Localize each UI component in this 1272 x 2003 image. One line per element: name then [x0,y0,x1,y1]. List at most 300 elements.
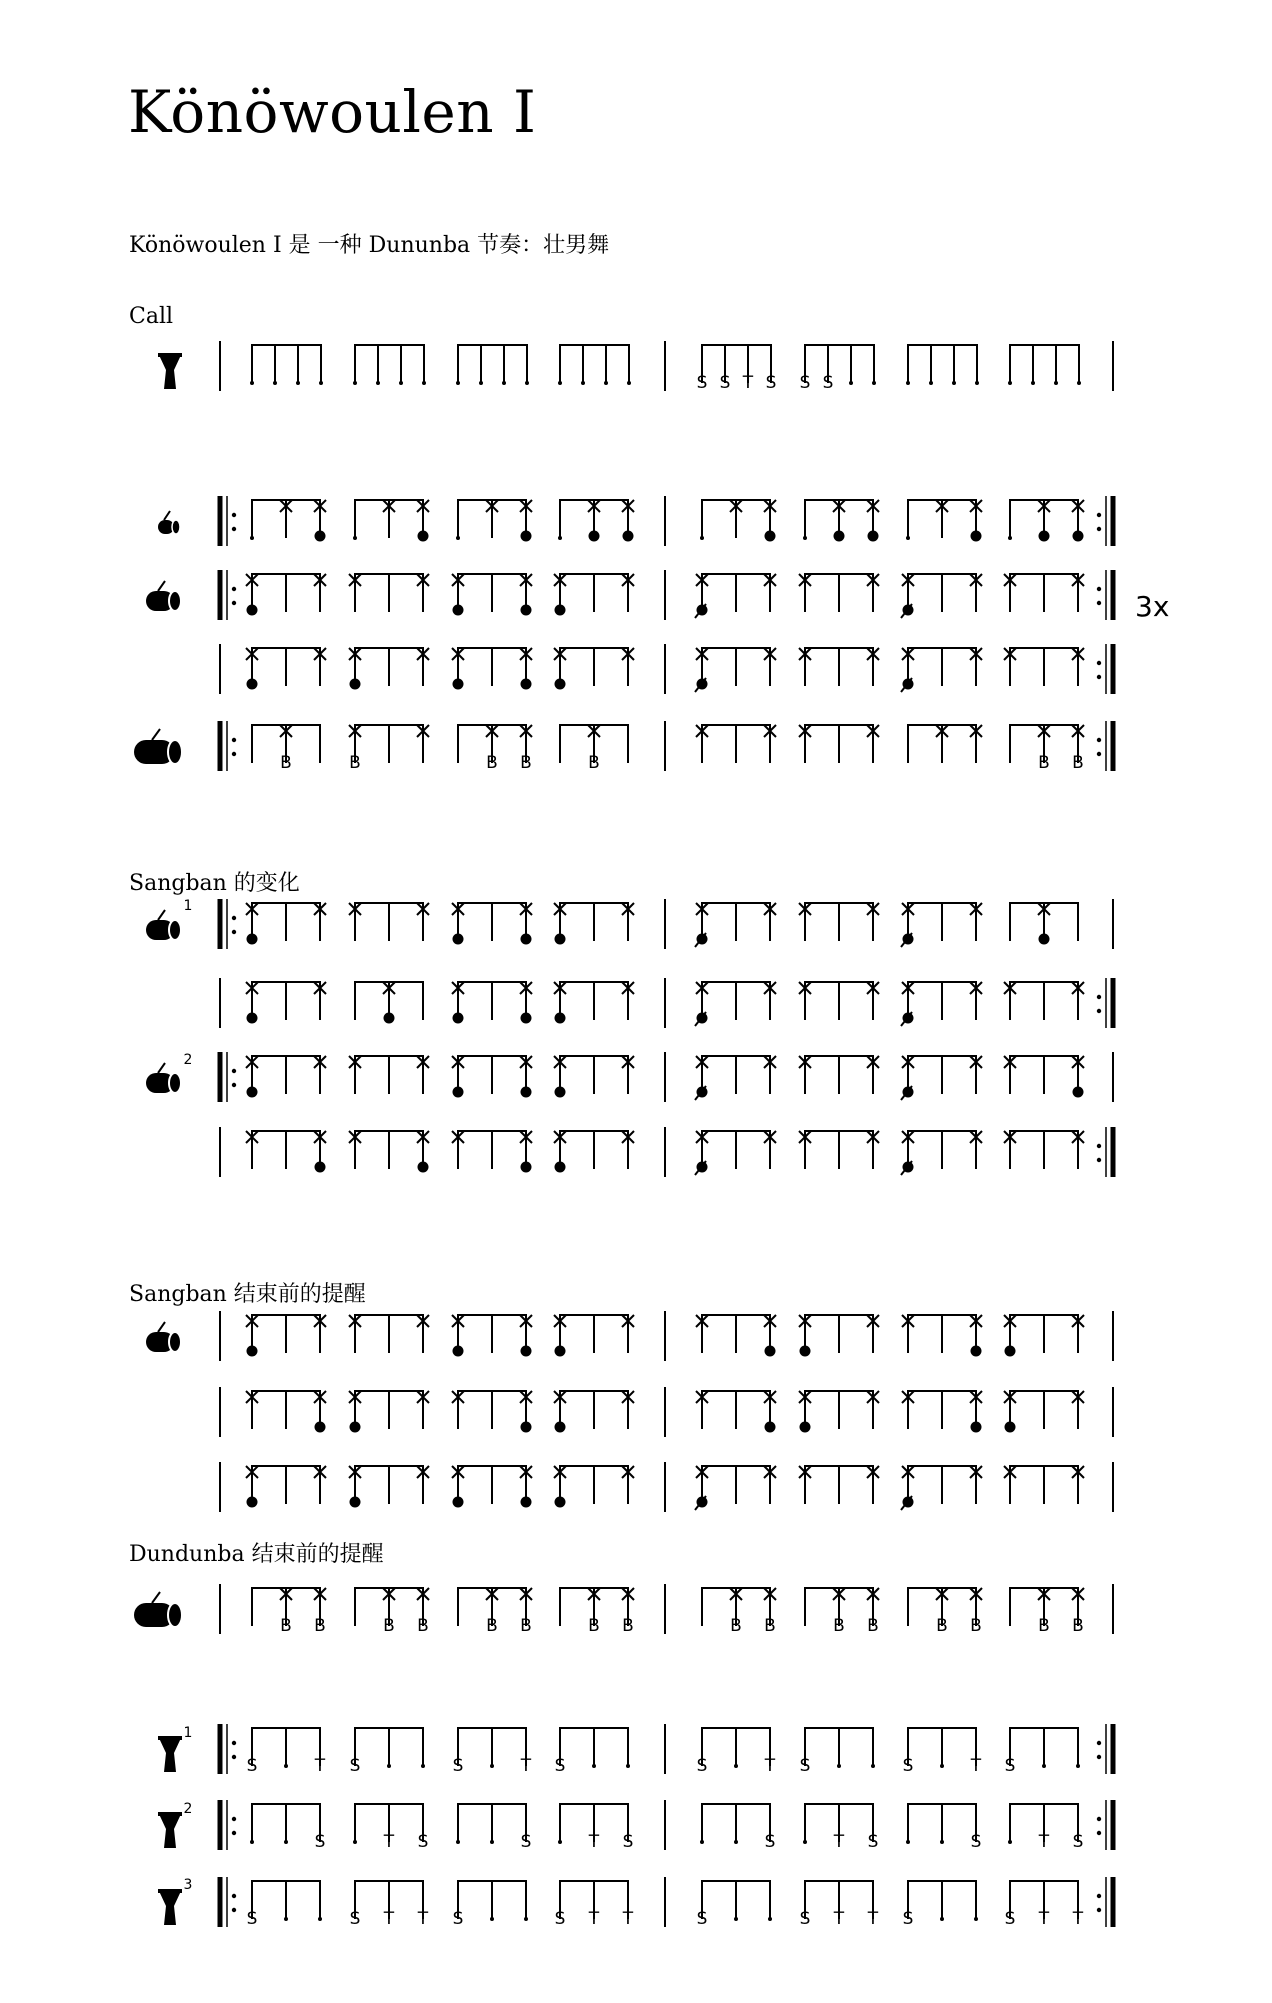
rest-dot [421,1764,425,1768]
bell-dot [453,1087,464,1098]
bell-dot [555,1346,566,1357]
beat-group [349,574,429,612]
section-label-dundunba-ending: Dundunba 结束前的提醒 [129,1542,384,1567]
bell-dot [971,531,982,542]
rest-dot [837,1764,841,1768]
beat-group [907,1588,982,1636]
bell-dot [247,1087,258,1098]
beat-group [1008,345,1081,385]
beat-group [902,1315,982,1357]
beat-group [799,1056,879,1094]
beat-group [246,982,326,1024]
bell-dot [971,1422,982,1433]
bell-dot [765,1422,776,1433]
rest-dot [490,1917,494,1921]
beat-group [1004,648,1084,686]
bell-dot [623,531,634,542]
bell-dot [800,1422,811,1433]
repeat-dot [1097,738,1101,742]
bell-letter: B [867,1616,879,1636]
bell-dot [555,1013,566,1024]
beat-group [696,1315,776,1357]
beat-group [349,903,429,941]
slap-letter: S [554,1909,566,1929]
tone-letter: T [742,373,754,393]
beat-group [246,1315,326,1357]
beat-group [1004,1131,1084,1169]
repeat-dot [232,1741,236,1745]
beat-group [452,982,532,1024]
repeat-dot [1097,752,1101,756]
slap-letter: S [902,1756,914,1776]
rest-dot [871,1764,875,1768]
tone-letter: T [588,1909,600,1929]
rest-dot [250,381,254,385]
beat-group [1004,1466,1084,1504]
rest-dot [399,381,403,385]
beat-group [901,648,982,692]
repeat-dot [1097,527,1101,531]
tone-letter: T [833,1832,845,1852]
bell-dot [765,1346,776,1357]
rest-dot [1077,381,1081,385]
beat-group [251,1588,326,1636]
staff-end-sangban-2 [220,1387,1113,1437]
bell-dot [555,1087,566,1098]
beat-group [251,725,321,773]
bell-dot [521,605,532,616]
rest-dot [1054,381,1058,385]
beat-group [350,1728,425,1776]
beat-group [250,500,326,542]
bell-dot [453,605,464,616]
beat-group [906,500,982,542]
slap-letter: S [1072,1832,1084,1852]
slap-letter: S [696,373,708,393]
bell-dot [247,1497,258,1508]
beat-group [695,982,776,1026]
beat-group [799,725,879,763]
repeat-dot [232,1908,236,1912]
bell-dot [247,934,258,945]
beat-group [452,1056,532,1098]
slap-letter: S [1004,1909,1016,1929]
rest-dot [604,381,608,385]
tone-letter: T [833,1909,845,1929]
beat-group [554,648,634,690]
beat-group [452,1131,532,1173]
bell-dot [555,605,566,616]
bell-dot [1073,531,1084,542]
bell-dot [555,1422,566,1433]
repeat-dot [1097,1831,1101,1835]
bell-letter: B [622,1616,634,1636]
slap-letter: S [349,1909,361,1929]
rest-dot [387,1764,391,1768]
staff-kenkeni [220,496,1113,546]
beat-group [695,1056,776,1100]
rest-dot [456,381,460,385]
beat-group [799,648,879,686]
bell-dot [521,1013,532,1024]
beat-group [799,1391,879,1433]
rest-dot [592,1764,596,1768]
beat-group [902,1391,982,1433]
dundunba-icon [134,729,182,764]
bell-dot [315,531,326,542]
rest-dot [284,1764,288,1768]
bell-letter: B [383,1616,395,1636]
subtitle: Könöwoulen I 是 一种 Dununba 节奏：壮男舞 [129,233,610,258]
beat-group [554,1391,634,1433]
tone-letter: T [970,1756,982,1776]
sangban-icon [146,581,181,611]
variation-number: 1 [183,898,193,914]
bell-dot [350,679,361,690]
beat-group [695,1466,776,1510]
rest-dot [273,381,277,385]
repeat-dot [1097,601,1101,605]
repeat-dot [1097,1741,1101,1745]
variation-number: 1 [183,1725,193,1741]
slap-letter: S [696,1756,708,1776]
repeat-dot [1097,675,1101,679]
beat-group [1004,1056,1084,1098]
bell-dot [1005,1422,1016,1433]
beat-group [901,574,982,618]
djembe-icon [158,1889,182,1925]
rest-dot [1008,1840,1012,1844]
beat-group [799,903,879,941]
rest-dot [734,1917,738,1921]
rest-dot [734,1840,738,1844]
beat-group [349,1466,429,1508]
beat-group [349,725,429,773]
beat-group [803,1804,878,1852]
repeat-dot [232,916,236,920]
staff-var2-line2 [220,1127,1113,1177]
beat-group [799,1131,879,1169]
bell-dot [315,1162,326,1173]
bell-dot [555,1497,566,1508]
tone-letter: T [417,1909,429,1929]
bell-dot [521,531,532,542]
bell-dot [350,1497,361,1508]
rest-dot [353,381,357,385]
beat-group [903,1728,982,1776]
bell-dot [453,1346,464,1357]
bell-letter: B [417,1616,429,1636]
variation-number: 3 [183,1877,193,1893]
beat-group [558,345,631,385]
section-label-sangban-variation: Sangban 的变化 [129,871,300,896]
beat-group [906,345,979,385]
beat-group [695,574,776,618]
slap-letter: S [417,1832,429,1852]
slap-letter: S [902,1909,914,1929]
rest-dot [353,1840,357,1844]
bell-dot [765,531,776,542]
bell-dot [1005,1346,1016,1357]
beat-group [555,1728,630,1776]
beat-group [247,1728,326,1776]
bell-dot [247,605,258,616]
section-label-call: Call [129,304,174,329]
rest-dot [284,1917,288,1921]
beat-group [246,648,326,690]
bell-letter: B [280,753,292,773]
beat-group [1005,1881,1084,1929]
tone-letter: T [1038,1909,1050,1929]
repeat-dot [232,1817,236,1821]
beat-group [799,982,879,1020]
beat-group [554,1131,634,1173]
beat-group [803,500,879,542]
rest-dot [700,1840,704,1844]
slap-letter: S [799,1909,811,1929]
beat-group [696,1391,776,1433]
beat-group [250,345,323,385]
beat-group [695,648,776,692]
beat-group [457,725,532,773]
beat-group [349,1315,429,1353]
staff-call-djembe [220,341,1113,393]
rest-dot [558,1840,562,1844]
rest-dot [558,536,562,540]
bell-dot [453,1013,464,1024]
beat-group [906,1804,981,1852]
beat-group [554,1466,634,1508]
bell-letter: B [588,753,600,773]
bell-dot [453,934,464,945]
staff-end-dundunba [220,1584,1113,1636]
beat-group [799,1466,879,1504]
rest-dot [940,1917,944,1921]
beat-group [1004,982,1084,1020]
beat-group [554,982,634,1024]
rest-dot [803,536,807,540]
bell-letter: B [520,753,532,773]
bell-dot [589,531,600,542]
rest-dot [627,381,631,385]
bell-dot [868,531,879,542]
bell-letter: B [349,753,361,773]
beat-group [558,500,634,542]
rest-dot [490,1840,494,1844]
kenkeni-icon [158,511,180,534]
bell-dot [1039,934,1050,945]
beat-group [1008,1804,1083,1852]
slap-letter: S [867,1832,879,1852]
rest-dot [250,536,254,540]
slap-letter: S [452,1756,464,1776]
slap-letter: S [765,373,777,393]
bell-dot [800,1346,811,1357]
rest-dot [872,381,876,385]
rest-dot [524,1917,528,1921]
bell-dot [1073,1087,1084,1098]
tone-letter: T [1072,1909,1084,1929]
beat-group [1008,500,1084,542]
repeat-dot [232,752,236,756]
bell-dot [418,1162,429,1173]
slap-letter: S [1004,1756,1016,1776]
rest-dot [456,536,460,540]
beat-group [903,1881,978,1929]
repeat-dot [1097,1908,1101,1912]
beat-group [697,345,777,393]
staff-var1-line1 [220,899,1113,949]
repeat-dot [1097,1144,1101,1148]
rest-dot [422,381,426,385]
beat-group [354,982,424,1024]
tone-letter: T [383,1832,395,1852]
beat-group [452,1466,532,1508]
beat-group [456,345,529,385]
bell-letter: B [764,1616,776,1636]
tone-letter: T [764,1756,776,1776]
rest-dot [1031,381,1035,385]
beat-group [353,1804,428,1852]
beat-group [350,1881,429,1929]
slap-letter: S [622,1832,634,1852]
repeat-dot [1097,587,1101,591]
rest-dot [849,381,853,385]
rest-dot [250,1840,254,1844]
bell-dot [971,1346,982,1357]
slap-letter: S [554,1756,566,1776]
bell-dot [384,1013,395,1024]
tone-letter: T [520,1756,532,1776]
bell-dot [453,1497,464,1508]
djembe-icon [158,353,182,389]
beat-group [457,1588,532,1636]
beat-group [1009,903,1079,945]
beat-group [246,574,326,616]
bell-letter: B [1072,753,1084,773]
repeat-dot [1097,513,1101,517]
tone-letter: T [314,1756,326,1776]
bell-letter: B [970,1616,982,1636]
beat-group [695,1131,776,1175]
rest-dot [525,381,529,385]
beat-group [799,1315,879,1357]
bell-letter: B [280,1616,292,1636]
bell-dot [521,679,532,690]
rest-dot [1076,1764,1080,1768]
bell-dot [521,1346,532,1357]
beat-group [800,1881,879,1929]
beat-group [700,500,776,542]
tone-letter: T [1038,1832,1050,1852]
rest-dot [1008,381,1012,385]
beat-group [804,1588,879,1636]
rest-dot [906,536,910,540]
rest-dot [906,381,910,385]
beat-group [559,725,629,773]
bell-dot [453,679,464,690]
tone-letter: T [622,1909,634,1929]
bell-letter: B [588,1616,600,1636]
beat-group [697,1728,776,1776]
bell-letter: B [486,1616,498,1636]
repeat-dot [232,527,236,531]
repeat-dot [232,1069,236,1073]
rest-dot [1008,536,1012,540]
beat-group [349,1056,429,1094]
staff-sangban-1 [220,570,1113,620]
repeat-dot [1097,1755,1101,1759]
slap-letter: S [314,1832,326,1852]
repeat-count: 3x [1135,590,1170,623]
beat-group [554,1056,634,1098]
bell-dot [521,1497,532,1508]
repeat-dot [232,1831,236,1835]
dundunba-icon [134,1592,182,1627]
beat-group [1004,1391,1084,1433]
beat-group [695,903,776,947]
bell-letter: B [1072,1616,1084,1636]
slap-letter: S [696,1909,708,1929]
slap-letter: S [246,1756,258,1776]
beat-group [1009,1588,1084,1636]
beat-group [453,1881,528,1929]
repeat-dot [232,587,236,591]
bell-dot [555,1162,566,1173]
rest-dot [768,1917,772,1921]
beat-group [696,725,776,763]
rest-dot [974,1917,978,1921]
slap-letter: S [799,373,811,393]
rest-dot [700,536,704,540]
beat-group [901,1466,982,1510]
bell-letter: B [833,1616,845,1636]
bell-letter: B [486,753,498,773]
rest-dot [296,381,300,385]
slap-letter: S [970,1832,982,1852]
bell-letter: B [520,1616,532,1636]
rest-dot [318,1917,322,1921]
slap-letter: S [246,1909,258,1929]
bell-letter: B [936,1616,948,1636]
bell-dot [834,531,845,542]
bell-letter: B [314,1616,326,1636]
beat-group [456,1804,531,1852]
rest-dot [906,1840,910,1844]
djembe-icon [158,1736,182,1772]
beat-group [558,1804,633,1852]
rest-dot [456,1840,460,1844]
tone-letter: T [867,1909,879,1929]
bell-letter: B [1038,1616,1050,1636]
rest-dot [803,1840,807,1844]
rest-dot [940,1840,944,1844]
beat-group [456,500,532,542]
staff-dundunba [220,721,1113,773]
beat-group [901,982,982,1026]
bell-dot [247,1013,258,1024]
rest-dot [479,381,483,385]
bell-dot [247,679,258,690]
beat-group [800,345,876,393]
beat-group [559,1588,634,1636]
repeat-dot [232,738,236,742]
beat-group [1009,725,1084,773]
beat-group [554,903,634,945]
bell-dot [521,1422,532,1433]
beat-group [452,1315,532,1357]
bell-letter: B [730,1616,742,1636]
